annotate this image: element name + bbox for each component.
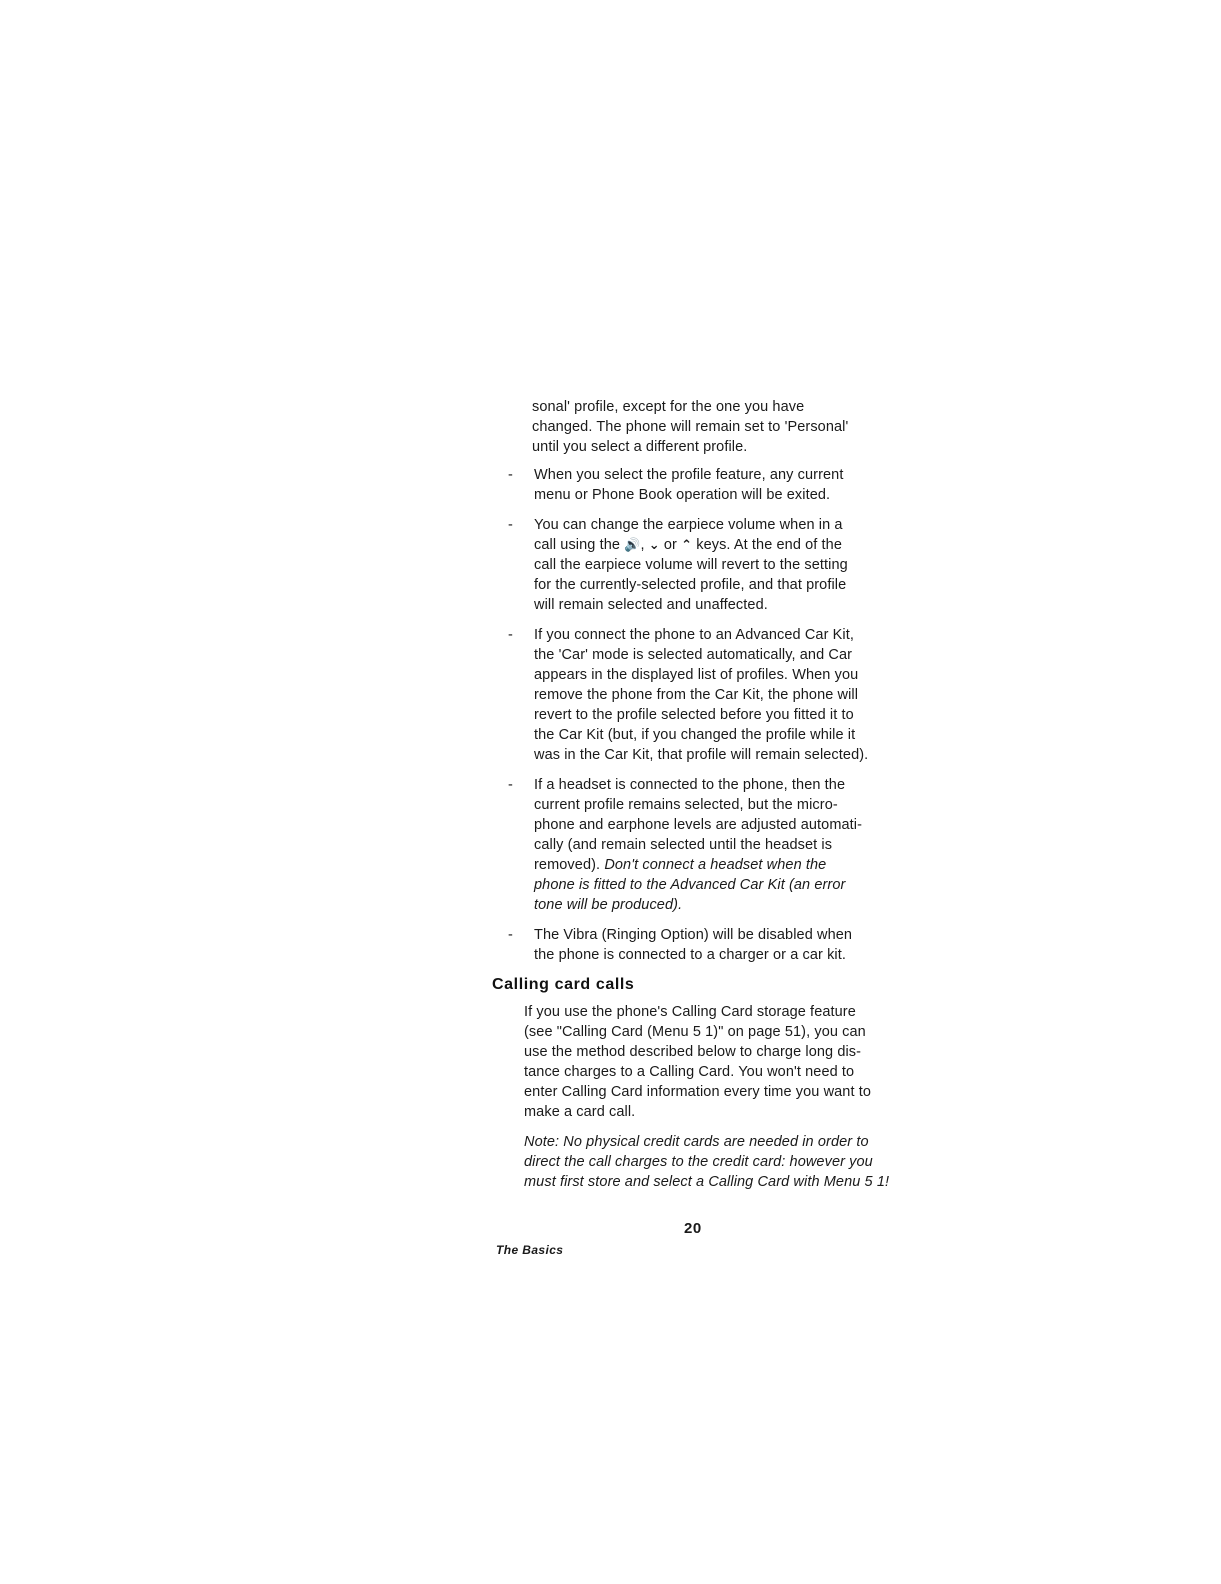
text-run: or <box>659 537 682 553</box>
list-item-line: the Car Kit (but, if you changed the profile while it <box>534 727 856 743</box>
intro-line: sonal' profile, except for the one you have <box>532 399 805 415</box>
bullet-dash: - <box>508 927 513 943</box>
list-item-line: revert to the profile selected before you fitted it to <box>534 707 854 723</box>
text-run: call using the <box>534 537 625 553</box>
list-item-line: the phone is connected to a charger or a car kit. <box>534 947 846 963</box>
bullet-dash: - <box>508 777 513 793</box>
list-item-line: The Vibra (Ringing Option) will be disabled when <box>534 927 853 943</box>
intro-paragraph <box>532 397 848 457</box>
note-line: Note: No physical credit cards are needed in order to <box>524 1134 869 1150</box>
warning-line: tone will be produced). <box>534 897 683 913</box>
down-arrow-key-icon: ⌄ <box>648 537 660 552</box>
page-number: 20 <box>684 1220 702 1237</box>
warning-line: phone is fitted to the Advanced Car Kit (an error <box>534 877 846 893</box>
text-run: , <box>640 537 649 553</box>
text-run: removed). <box>534 857 605 873</box>
intro-line: until you select a different profile. <box>532 439 748 455</box>
intro-line: changed. The phone will remain set to 'Personal' <box>532 419 849 435</box>
list-item-line: will remain selected and unaffected. <box>534 597 768 613</box>
list-item-line <box>534 535 868 555</box>
paragraph-line: If you use the phone's Calling Card storage feature <box>524 1004 856 1020</box>
bullet-dash: - <box>508 467 513 483</box>
list-item-line: for the currently-selected profile, and that profile <box>534 577 847 593</box>
list-item <box>508 465 868 505</box>
bullet-dash: - <box>508 517 513 533</box>
paragraph-line: use the method described below to charge long dis- <box>524 1044 862 1060</box>
list-item-line: the 'Car' mode is selected automatically, and Car <box>534 647 853 663</box>
text-run: keys. At the end of the <box>692 537 843 553</box>
list-item-line: phone and earphone levels are adjusted automati- <box>534 817 863 833</box>
list-item-line: appears in the displayed list of profiles. When you <box>534 667 859 683</box>
list-item-line <box>534 855 868 875</box>
paragraph-line: (see "Calling Card (Menu 5 1)" on page 51), you can <box>524 1024 866 1040</box>
up-arrow-key-icon: ⌃ <box>681 537 693 552</box>
section-heading: Calling card calls <box>492 976 635 993</box>
list-item-line: You can change the earpiece volume when in a <box>534 517 843 533</box>
list-item-line: cally (and remain selected until the headset is <box>534 837 833 853</box>
paragraph-line: make a card call. <box>524 1104 636 1120</box>
list-item-line: When you select the profile feature, any current <box>534 467 844 483</box>
list-item-line: was in the Car Kit, that profile will remain selected). <box>534 747 869 763</box>
list-item-line: menu or Phone Book operation will be exited. <box>534 487 831 503</box>
note-line: must first store and select a Calling Card with Menu 5 1! <box>524 1174 890 1190</box>
list-item-line: If a headset is connected to the phone, then the <box>534 777 846 793</box>
note-paragraph <box>524 1132 889 1192</box>
list-item-line: remove the phone from the Car Kit, the phone will <box>534 687 859 703</box>
chapter-footer: The Basics <box>496 1243 564 1257</box>
list-item-line: If you connect the phone to an Advanced Car Kit, <box>534 627 854 643</box>
list-item-line: current profile remains selected, but the micro- <box>534 797 838 813</box>
speaker-key-icon: 🔊 <box>624 537 641 552</box>
list-item <box>508 775 868 915</box>
profile-notes-list <box>508 465 868 975</box>
list-item <box>508 625 868 765</box>
note-line: direct the call charges to the credit card: however you <box>524 1154 873 1170</box>
list-item <box>508 925 868 965</box>
list-item-line: call the earpiece volume will revert to the setting <box>534 557 848 573</box>
paragraph-line: enter Calling Card information every time you want to <box>524 1084 872 1100</box>
warning-text: Don't connect a headset when the <box>604 857 827 873</box>
paragraph-line: tance charges to a Calling Card. You won't need to <box>524 1064 855 1080</box>
list-item <box>508 515 868 615</box>
section-paragraph <box>524 1002 871 1122</box>
bullet-dash: - <box>508 627 513 643</box>
